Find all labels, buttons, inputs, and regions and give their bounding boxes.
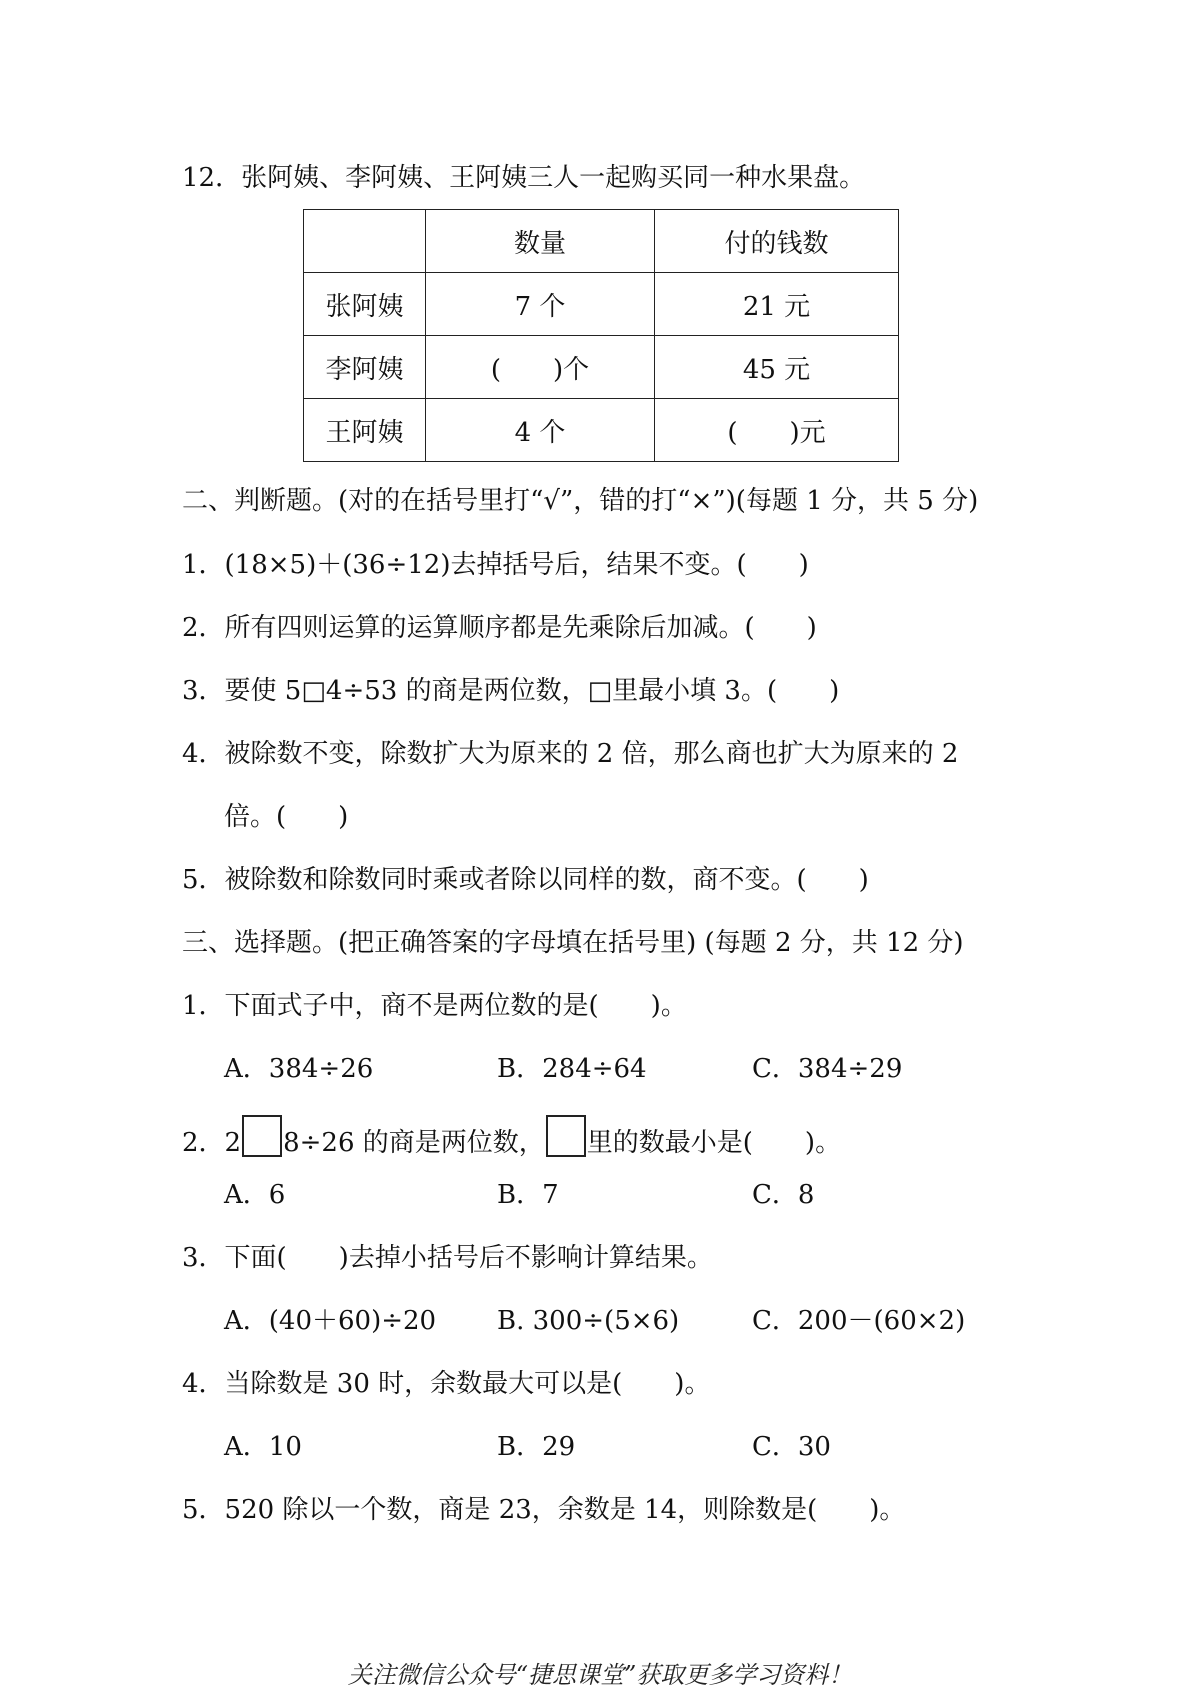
- q12-stem: 12．张阿姨、李阿姨、王阿姨三人一起购买同一种水果盘。: [182, 163, 866, 193]
- choice-q4-stem: 4．当除数是 30 时，余数最大可以是( )。: [182, 1369, 711, 1399]
- choice-q1-stem: 1．下面式子中，商不是两位数的是( )。: [182, 991, 687, 1021]
- blank-box-icon: [546, 1115, 586, 1157]
- choice-q3-stem: 3．下面( )去掉小括号后不影响计算结果。: [182, 1243, 713, 1273]
- table-cell: 4 个: [426, 399, 655, 462]
- table-row: [304, 336, 899, 399]
- choice-q1-option-a: A．384÷26: [224, 1054, 374, 1084]
- choice-q4-option-c: C．30: [752, 1432, 831, 1462]
- table-cell: ( )元: [655, 399, 899, 462]
- table-cell: 21 元: [655, 273, 899, 336]
- blank-box-icon: [242, 1115, 282, 1157]
- choice-q2-stem-part: 2．2: [182, 1128, 242, 1158]
- table-cell: 李阿姨: [304, 336, 426, 399]
- table-header-row: [304, 210, 899, 273]
- choice-q4-option-a: A．10: [224, 1432, 302, 1462]
- table-header-cell: 付的钱数: [655, 210, 899, 273]
- table-cell: 张阿姨: [304, 273, 426, 336]
- table-cell: 7 个: [426, 273, 655, 336]
- choice-q1-option-b: B．284÷64: [497, 1054, 647, 1084]
- section3-title: 三、选择题。(把正确答案的字母填在括号里) (每题 2 分，共 12 分): [182, 928, 964, 958]
- fruit-table: [303, 209, 899, 462]
- choice-q4-option-b: B．29: [497, 1432, 576, 1462]
- judge-item-3: 3．要使 5□4÷53 的商是两位数，□里最小填 3。( ): [182, 676, 840, 706]
- table-header-cell: [304, 210, 426, 273]
- footer-note: 关注微信公众号“捷思课堂”获取更多学习资料！: [347, 1661, 853, 1689]
- choice-q3-option-c: C．200－(60×2): [752, 1306, 966, 1336]
- choice-q2-option-a: A．6: [224, 1180, 286, 1210]
- judge-item-5: 5．被除数和除数同时乘或者除以同样的数，商不变。( ): [182, 865, 869, 895]
- judge-item-2: 2．所有四则运算的运算顺序都是先乘除后加减。( ): [182, 613, 817, 643]
- choice-q2-option-c: C．8: [752, 1180, 815, 1210]
- judge-item-1: 1．(18×5)＋(36÷12)去掉括号后，结果不变。( ): [182, 550, 809, 580]
- table-header-cell: 数量: [426, 210, 655, 273]
- choice-q1-option-c: C．384÷29: [752, 1054, 903, 1084]
- choice-q2-stem-part: 里的数最小是( )。: [586, 1128, 842, 1158]
- table-cell: ( )个: [426, 336, 655, 399]
- choice-q5-stem: 5．520 除以一个数，商是 23，余数是 14，则除数是( )。: [182, 1495, 906, 1525]
- judge-item-4: 4．被除数不变，除数扩大为原来的 2 倍，那么商也扩大为原来的 2: [182, 739, 959, 769]
- judge-item-4-cont: 倍。( ): [224, 802, 349, 832]
- choice-q2-option-b: B．7: [497, 1180, 559, 1210]
- table-cell: 王阿姨: [304, 399, 426, 462]
- table-row: [304, 273, 899, 336]
- choice-q3-option-a: A．(40＋60)÷20: [224, 1306, 437, 1336]
- choice-q2-stem-part: 8÷26 的商是两位数，: [283, 1128, 545, 1158]
- choice-q2-stem: [182, 1115, 841, 1160]
- table-cell: 45 元: [655, 336, 899, 399]
- section2-title: 二、判断题。(对的在括号里打“√”，错的打“×”)(每题 1 分，共 5 分): [182, 486, 979, 516]
- choice-q3-option-b: B. 300÷(5×6): [497, 1306, 680, 1336]
- table-row: [304, 399, 899, 462]
